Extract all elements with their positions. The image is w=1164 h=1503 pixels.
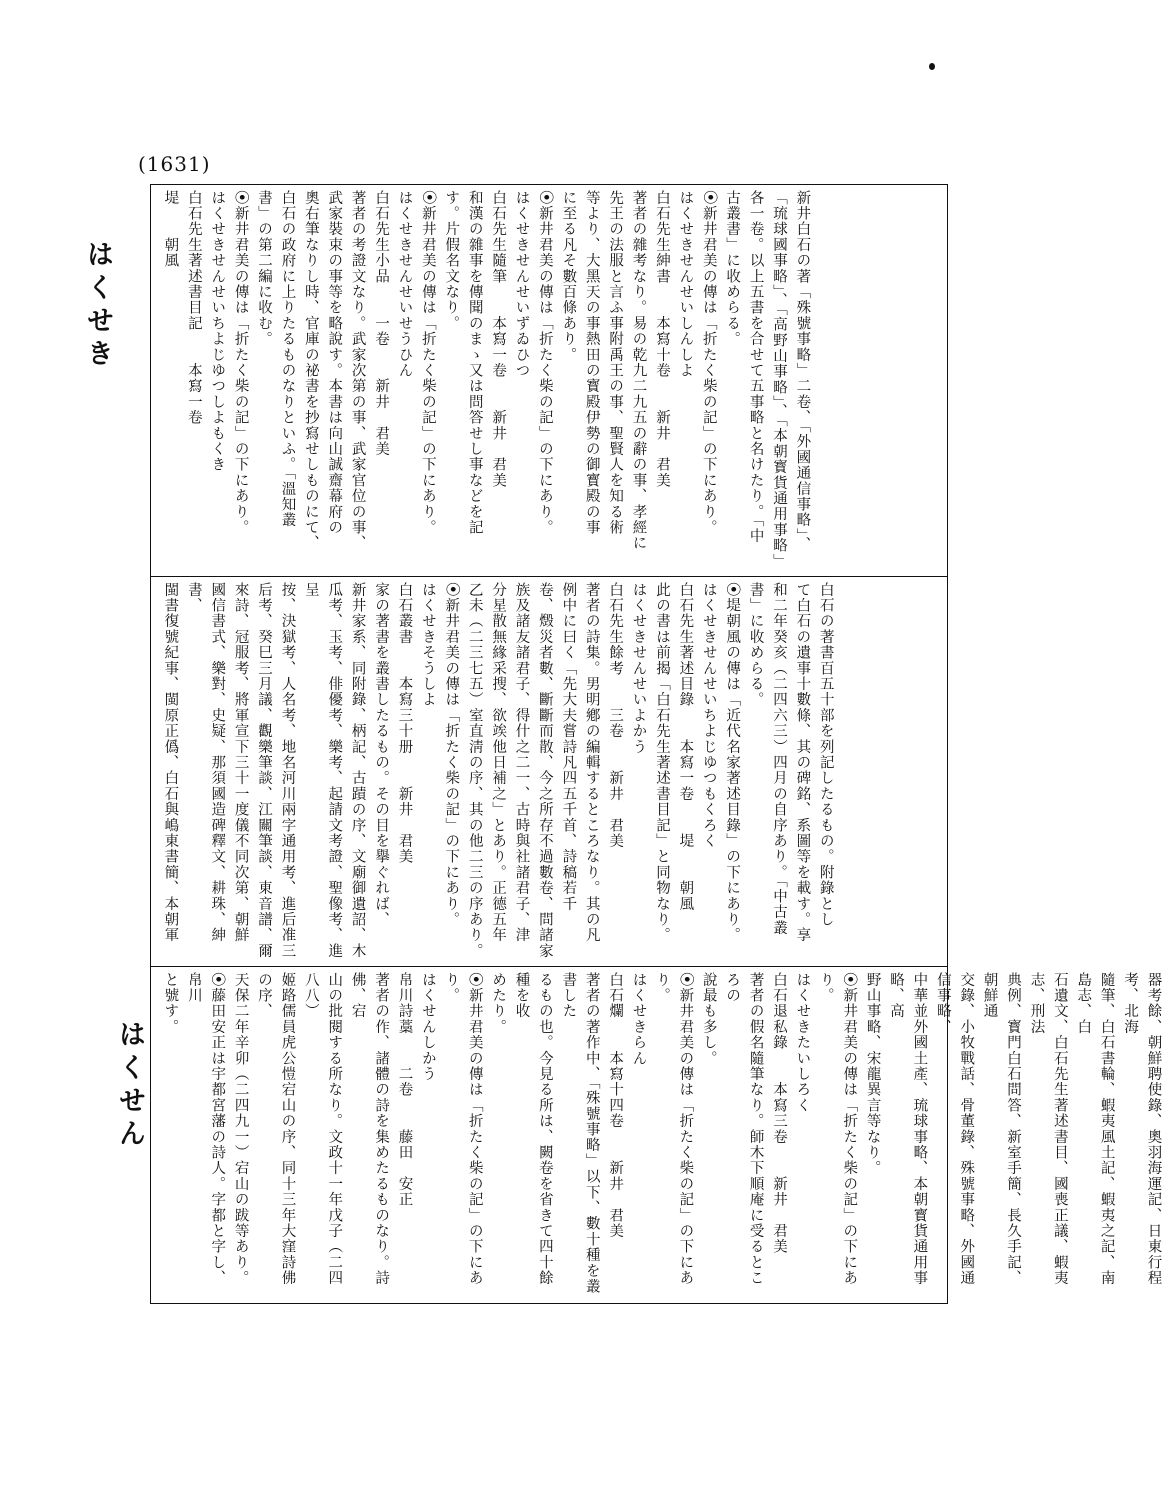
middle-band-line: ⦿堤朝風の傳は「近代名家著述目錄」の下にあり。 bbox=[724, 582, 741, 944]
top-band-line: 著者の雜考なり。易の乾九二九五の辭の事、孝經に bbox=[630, 190, 647, 552]
bottom-band-line: 著者の作、諸體の詩を集めたるものなり。詩佛、宕 bbox=[349, 972, 390, 1286]
middle-band-line: 白石の著書百五十部を列記したるもの。附錄とし bbox=[817, 582, 834, 928]
top-band-line: はくせきせんせいしんしよ bbox=[677, 190, 694, 379]
bottom-band-line: 著者の假名隨筆なり。師木下順庵に受るところの bbox=[724, 972, 764, 1286]
running-header-top: はくせき bbox=[82, 240, 113, 372]
middle-band-line: はくせきせんせいちよじゆつもくろく bbox=[700, 582, 717, 849]
middle-band-line: 例中に曰く「先大夫嘗詩凡四五千首、詩稿若千 bbox=[560, 582, 577, 912]
page-number: (1631) bbox=[138, 152, 211, 176]
top-band-line: 白石先生紳書 本寫十卷 新井 君美 bbox=[653, 190, 670, 489]
top-band-line: 古叢書」に收めらる。 bbox=[724, 190, 741, 347]
top-band-line: 著者の考證文なり。武家次第の事、武家官位の事、 bbox=[349, 190, 366, 552]
middle-band-line: 按、決獄考、人名考、地名河川兩字通用考、進后准三 bbox=[279, 582, 296, 959]
bottom-band-line: 白石爛 本寫十四卷 新井 君美 bbox=[607, 972, 624, 1239]
bottom-band-line: 山の批閱する所なり。文政十一年戊子（二四八八） bbox=[302, 972, 343, 1286]
top-band-line: ⦿新井君美の傳は「折たく柴の記」の下にあり。 bbox=[700, 190, 717, 536]
top-band-line: 「琉球國事略」、「高野山事略」、「本朝寳貨通用事略」 bbox=[770, 190, 787, 570]
band-divider-1 bbox=[150, 576, 948, 577]
top-band-line: 白石先生著述書目記 本寫一卷 bbox=[185, 190, 202, 426]
middle-band-line: 和二年癸亥（二四六三）四月の自序あり。「中古叢 bbox=[770, 582, 787, 936]
top-band-line: 武家裝束の事等を略說す。本書は向山誠齋幕府の bbox=[326, 190, 343, 536]
top-band-line: ⦿新井君美の傳は「折たく柴の記」の下にあり。 bbox=[536, 190, 553, 536]
top-band-line: 先王の法服と言ふ事附禹王の事、聖賢人を知る術 bbox=[607, 190, 624, 536]
bottom-band-line: ⦿藤田安正は宇都宮藩の詩人。字都と字し、帛川 bbox=[185, 972, 226, 1286]
top-band-line: はくせきせんせいちよじゆつしよもくき bbox=[209, 190, 226, 473]
top-band-line: 和漢の雜事を傳聞のまゝ又は問答せし事などを記 bbox=[466, 190, 483, 536]
top-band-line: に至る凡そ數百條あり。 bbox=[560, 190, 577, 363]
middle-band-line: 白石先生餘考 三卷 新井 君美 bbox=[607, 582, 624, 849]
middle-band-line: ⦿新井君美の傳は「折たく柴の記」の下にあり。 bbox=[443, 582, 460, 928]
bottom-band-line: 說最も多し。 bbox=[700, 972, 717, 1067]
middle-band-line: て白石の遺事十數條、其の碑銘、系圖等を載す。享 bbox=[794, 582, 811, 944]
top-band-line: 新井白石の著「殊號事略」二卷、「外國通信事略」、 bbox=[794, 190, 811, 553]
band-divider-2 bbox=[150, 966, 948, 967]
bottom-band-line: るもの也。今見る所は、闕卷を省きて四十餘種を收 bbox=[513, 972, 553, 1286]
bottom-band-line: 白石退私錄 本寫三卷 新井 君美 bbox=[770, 972, 787, 1255]
running-header-bottom: はくせん bbox=[114, 1020, 145, 1152]
bottom-band-line: 隨筆、白石書輪、蝦夷風土記、蝦夷之記、南島志、白 bbox=[1075, 972, 1115, 1286]
middle-band-line: 瓜考、玉考、俳優考、樂考、起請文考證、聖像考、進呈 bbox=[302, 582, 343, 959]
bottom-band-line: ⦿新井君美の傳は「折たく柴の記」の下にあり。 bbox=[653, 972, 694, 1286]
top-band bbox=[158, 190, 942, 570]
top-band-line: 奧右筆なりし時、官庫の祕書を抄寫せしものにて、 bbox=[302, 190, 319, 552]
middle-band-line: 國信書式、樂對、史疑、那須國造碑釋文、耕珠、紳書、 bbox=[185, 582, 226, 944]
top-band-line: 等より、大黑天の事熱田の寳殿伊勢の御寳殿の事 bbox=[583, 190, 600, 536]
bottom-band-line: 典例、寳門白石問答、新室手簡、長久手記、朝鮮通 bbox=[981, 972, 1022, 1286]
bottom-band-line: 交錄、小牧戰話、骨董錄、殊號事略、外國通信事略、 bbox=[934, 972, 975, 1286]
bottom-band bbox=[158, 972, 1162, 1298]
bottom-band-line: めたり。 bbox=[490, 972, 507, 1035]
middle-band-line: 卷、燬災者數、斷斷而散、今之所存不過數卷、問諸家 bbox=[536, 582, 553, 959]
middle-band-line: 乙未（二三七五）室直淸の序、其の他二三の序あり。 bbox=[466, 582, 483, 959]
bottom-band-line: はくせきらん bbox=[630, 972, 647, 1067]
top-band-line: す。片假名文なり。 bbox=[443, 190, 460, 332]
middle-band-line: 閩書復號紀事、閩原正僞、白石與嶋東書簡、本朝軍 bbox=[162, 582, 179, 944]
top-band-line: 白石の政府に上りたるものなりといふ。「溫知叢 bbox=[279, 190, 296, 529]
middle-band-line: 來詩、冠服考、將軍宣下三十一度儀不同次第、朝鮮 bbox=[232, 582, 249, 944]
middle-band-line: 后考、癸巳三月議、觀樂筆談、江關筆談、東音譜、爾 bbox=[256, 582, 273, 959]
bottom-band-line: 天保二年辛卯（二四九一）宕山の跋等あり。 bbox=[232, 972, 249, 1286]
middle-band-line: 白石叢書 本寫三十册 新井 君美 bbox=[396, 582, 413, 865]
bottom-band-line: と號す。 bbox=[162, 972, 179, 1035]
bottom-band-line: 著者の著作中、「殊號事略」以下、數十種を叢書した bbox=[560, 972, 600, 1295]
middle-band-line: 此の書は前揭「白石先生著述書目記」と同物なり。 bbox=[653, 582, 670, 944]
middle-band-line: 書」に收めらる。 bbox=[747, 582, 764, 708]
middle-band-line: はくせきそうしよ bbox=[419, 582, 436, 708]
top-band-line: 堤 朝風 bbox=[162, 190, 179, 269]
bottom-band-text bbox=[158, 972, 1164, 1298]
middle-band-line: 分星散無緣采搜、欲竢他日補之」とあり。正德五年 bbox=[490, 582, 507, 944]
top-band-line: ⦿新井君美の傳は「折たく柴の記」の下にあり。 bbox=[419, 190, 436, 536]
bottom-band-line: 石遺文、白石先生著述書目、國喪正議、蝦夷志、刑法 bbox=[1028, 972, 1068, 1286]
middle-band-line: はくせきせんせいよかう bbox=[630, 582, 647, 755]
bottom-band-line: 中華並外國土產、琉球事略、本朝寳貨通用事略、高 bbox=[888, 972, 928, 1286]
top-band-text bbox=[158, 190, 813, 570]
middle-band-line: 族及諸友諸君子、得什之二一、古時與社諸君子、津 bbox=[513, 582, 530, 944]
middle-band-line: 新井家系、同附錄、柄記、古蹟の序、文廟御遺詔、木 bbox=[349, 582, 366, 959]
bottom-band-line: 野山事略、宋龍異言等なり。 bbox=[864, 972, 881, 1177]
bottom-band-line: ⦿新井君美の傳は「折たく柴の記」の下にあり。 bbox=[443, 972, 483, 1286]
top-band-line: ⦿新井君美の傳は「折たく柴の記」の下にあり。 bbox=[232, 190, 249, 536]
bottom-band-line: 姬路儒員虎公愷宕山の序、同十三年大窪詩佛の序、 bbox=[256, 972, 296, 1286]
top-band-line: 白石先生小品 一卷 新井 君美 bbox=[373, 190, 390, 457]
bottom-band-line: 器考餘、朝鮮聘使錄、奧羽海運記、日東行程考、北海 bbox=[1122, 972, 1162, 1286]
middle-band-line: 白石先生著述目錄 本寫一卷 堤 朝風 bbox=[677, 582, 694, 912]
middle-band-line: 家の著書を叢書したるもの。その目を擧ぐれば、 bbox=[373, 582, 390, 928]
top-band-line: 書」の第二編に收む。 bbox=[256, 190, 273, 347]
bottom-band-line: はくせきたいしろく bbox=[794, 972, 811, 1114]
top-band-line: はくせきせんせいずゐひつ bbox=[513, 190, 530, 379]
middle-band-line: 著者の詩集。男明鄕の編輯するところなり。其の凡 bbox=[583, 582, 600, 944]
ink-speck bbox=[929, 63, 935, 70]
middle-band-text bbox=[158, 582, 837, 960]
bottom-band-line: はくせんしかう bbox=[419, 972, 436, 1082]
bottom-band-line: ⦿新井君美の傳は「折たく柴の記」の下にあり。 bbox=[817, 972, 858, 1286]
bottom-band-line: 帛川詩藁 二卷 藤田 安正 bbox=[396, 972, 413, 1208]
top-band-line: 白石先生隨筆 本寫一卷 新井 君美 bbox=[490, 190, 507, 489]
top-band-line: 各一卷。以上五書を合せて五事略と名けたり。「中 bbox=[747, 190, 764, 544]
top-band-line: はくせきせんせいせうひん bbox=[396, 190, 413, 379]
middle-band bbox=[158, 582, 942, 960]
